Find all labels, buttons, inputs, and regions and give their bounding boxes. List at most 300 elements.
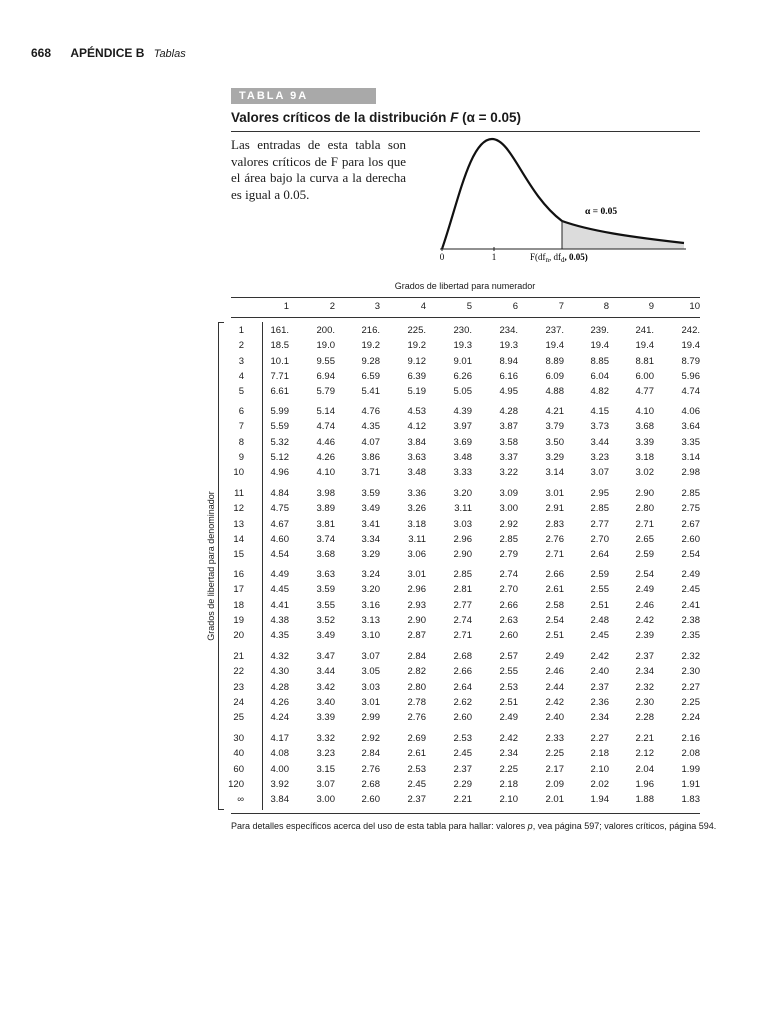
table-cell: 4.39: [453, 406, 472, 417]
table-tag: TABLA 9A: [231, 88, 376, 104]
table-cell: 242.: [681, 325, 700, 336]
table-cell: 4.07: [361, 436, 380, 448]
table-cell: 3.03: [453, 518, 472, 530]
row-df-label: 120: [228, 778, 244, 790]
column-header: 5: [466, 301, 472, 312]
row-df-label: 13: [233, 518, 244, 530]
row-df-label: 6: [238, 406, 244, 417]
table-cell: 2.63: [499, 614, 518, 626]
table-cell: 5.99: [270, 406, 289, 417]
table-cell: 2.46: [545, 666, 564, 678]
table-title: [231, 110, 521, 125]
table-cell: 2.78: [407, 696, 426, 708]
table-cell: 3.92: [270, 778, 289, 790]
table-cell: 2.02: [590, 778, 609, 790]
table-cell: 2.67: [681, 518, 700, 530]
table-cell: 3.41: [361, 518, 380, 530]
table-cell: 2.74: [453, 614, 472, 626]
table-cell: 3.63: [407, 451, 426, 463]
table-cell: 3.24: [361, 569, 380, 580]
table-cell: 5.41: [361, 386, 380, 398]
table-cell: 5.05: [453, 386, 472, 398]
table-cell: 3.63: [316, 569, 335, 580]
table-cell: 2.42: [590, 651, 609, 662]
row-df-label: 18: [233, 599, 244, 611]
table-cell: 3.14: [545, 467, 564, 479]
table-cell: 2.10: [590, 763, 609, 775]
table-cell: 5.32: [270, 436, 289, 448]
table-cell: 4.95: [499, 386, 518, 398]
table-cell: 19.4: [681, 340, 700, 352]
table-cell: 2.61: [407, 748, 426, 760]
critical-sub-n: n: [545, 256, 549, 264]
column-header: 8: [603, 301, 609, 312]
table-cell: 9.55: [316, 355, 335, 367]
table-cell: 2.18: [499, 778, 518, 790]
table-cell: 2.96: [407, 584, 426, 596]
table-cell: 3.40: [316, 696, 335, 708]
table-cell: 3.15: [316, 763, 335, 775]
row-df-label: 15: [233, 549, 244, 561]
critical-sub-d: d: [561, 256, 565, 264]
table-cell: 2.42: [499, 733, 518, 744]
table-cell: 2.85: [499, 533, 518, 545]
table-cell: 10.1: [270, 355, 289, 367]
table-cell: 9.01: [453, 355, 472, 367]
table-cell: 2.34: [635, 666, 654, 678]
table-cell: 6.94: [316, 370, 335, 382]
table-cell: 2.49: [635, 584, 654, 596]
table-cell: 2.37: [635, 651, 654, 662]
row-df-label: 4: [238, 370, 244, 382]
table-cell: 3.18: [635, 451, 654, 463]
table-cell: 2.84: [361, 748, 380, 760]
row-df-label: 12: [233, 503, 244, 515]
table-cell: 3.07: [316, 778, 335, 790]
table-cell: 6.16: [499, 370, 518, 382]
table-cell: 4.41: [270, 599, 289, 611]
table-cell: 5.19: [407, 386, 426, 398]
table-cell: 8.89: [545, 355, 564, 367]
table-cell: 2.53: [499, 681, 518, 693]
table-cell: 3.34: [361, 533, 380, 545]
critical-label-pre: F(df: [530, 252, 546, 262]
table-cell: 3.81: [316, 518, 335, 530]
table-cell: 8.81: [635, 355, 654, 367]
table-cell: 4.84: [270, 488, 289, 499]
table-cell: 234.: [499, 325, 518, 336]
table-cell: 2.59: [590, 569, 609, 580]
table-cell: 200.: [316, 325, 335, 336]
table-cell: 3.11: [454, 503, 472, 515]
table-cell: 2.68: [453, 651, 472, 662]
table-cell: 4.96: [270, 467, 289, 479]
table-cell: 2.60: [361, 794, 380, 806]
table-cell: 2.53: [407, 763, 426, 775]
table-cell: 2.30: [681, 666, 700, 678]
table-cell: 2.92: [499, 518, 518, 530]
table-cell: 3.00: [499, 503, 518, 515]
table-cell: 2.27: [590, 733, 609, 744]
table-cell: 5.12: [270, 451, 289, 463]
table-cell: 2.71: [635, 518, 654, 530]
table-cell: 1.88: [635, 794, 654, 806]
table-cell: 2.37: [407, 794, 426, 806]
table-cell: 3.29: [361, 549, 380, 561]
table-cell: 2.37: [453, 763, 472, 775]
table-cell: 2.54: [545, 614, 564, 626]
row-df-label: 10: [233, 467, 244, 479]
table-cell: 3.50: [545, 436, 564, 448]
tick-0: 0: [439, 252, 445, 262]
table-cell: 2.62: [453, 696, 472, 708]
table-cell: 4.32: [270, 651, 289, 662]
table-cell: 3.98: [316, 488, 335, 499]
table-cell: 4.35: [270, 630, 289, 642]
table-cell: 4.24: [270, 712, 289, 724]
table-cell: 2.99: [361, 712, 380, 724]
table-cell: 2.91: [545, 503, 564, 515]
table-cell: 2.33: [545, 733, 564, 744]
table-cell: 3.33: [453, 467, 472, 479]
critical-value-label: [530, 252, 588, 264]
table-cell: 2.65: [635, 533, 654, 545]
row-df-label: 2: [238, 340, 244, 352]
row-df-label: 25: [233, 712, 244, 724]
row-df-label: 20: [233, 630, 244, 642]
table-cell: 2.84: [407, 651, 426, 662]
table-cell: 2.40: [590, 666, 609, 678]
table-cell: 2.38: [681, 614, 700, 626]
table-cell: 19.2: [407, 340, 426, 352]
title-prefix: Valores críticos de la distribución: [231, 110, 451, 125]
table-cell: 3.36: [407, 488, 426, 499]
column-header: 3: [374, 301, 380, 312]
title-suffix: (α = 0.05): [458, 110, 522, 125]
table-cell: 2.85: [590, 503, 609, 515]
row-df-label: 8: [238, 436, 244, 448]
table-cell: 6.09: [545, 370, 564, 382]
table-cell: 2.95: [590, 488, 609, 499]
table-cell: 2.27: [681, 681, 700, 693]
column-header: 4: [420, 301, 426, 312]
table-cell: 7.71: [270, 370, 289, 382]
table-cell: 3.05: [361, 666, 380, 678]
table-cell: 3.32: [316, 733, 335, 744]
table-cell: 2.25: [681, 696, 700, 708]
critical-mid: , df: [549, 252, 561, 262]
table-cell: 2.17: [545, 763, 564, 775]
table-cell: 239.: [590, 325, 609, 336]
table-cell: 2.96: [453, 533, 472, 545]
column-header: 2: [329, 301, 335, 312]
table-cell: 3.84: [407, 436, 426, 448]
table-cell: 2.29: [453, 778, 472, 790]
table-cell: 5.14: [316, 406, 335, 417]
table-cell: 3.35: [681, 436, 700, 448]
table-cell: 3.89: [316, 503, 335, 515]
table-cell: 2.39: [635, 630, 654, 642]
table-cell: 2.35: [681, 630, 700, 642]
table-cell: 3.23: [590, 451, 609, 463]
table-cell: 1.94: [590, 794, 609, 806]
table-cell: 2.08: [681, 748, 700, 760]
table-cell: 2.66: [453, 666, 472, 678]
page-number: 668: [31, 46, 52, 60]
table-cell: 2.40: [545, 712, 564, 724]
table-cell: 2.60: [681, 533, 700, 545]
table-cell: 3.37: [499, 451, 518, 463]
row-df-label: 11: [234, 488, 244, 499]
table-cell: 2.60: [453, 712, 472, 724]
table-cell: 2.87: [407, 630, 426, 642]
table-cell: 2.30: [635, 696, 654, 708]
table-cell: 2.68: [361, 778, 380, 790]
table-cell: 237.: [545, 325, 564, 336]
table-cell: 6.39: [407, 370, 426, 382]
table-cell: 2.85: [681, 488, 700, 499]
header-bottom-rule: [231, 317, 700, 318]
table-cell: 3.06: [407, 549, 426, 561]
table-cell: 225.: [407, 325, 426, 336]
table-cell: 3.18: [407, 518, 426, 530]
table-cell: 2.36: [590, 696, 609, 708]
table-cell: 4.54: [270, 549, 289, 561]
table-cell: 2.71: [545, 549, 564, 561]
table-cell: 4.49: [270, 569, 289, 580]
title-rule: [231, 131, 700, 132]
table-cell: 3.13: [361, 614, 380, 626]
table-cell: 2.79: [499, 549, 518, 561]
table-cell: 2.21: [635, 733, 654, 744]
row-df-label: 22: [233, 666, 244, 678]
table-cell: 9.28: [361, 355, 380, 367]
table-cell: 3.44: [316, 666, 335, 678]
table-cell: 4.10: [635, 406, 654, 417]
table-cell: 3.97: [453, 421, 472, 433]
column-header: 7: [558, 301, 564, 312]
table-cell: 3.20: [361, 584, 380, 596]
numerator-label: Grados de libertad para numerador: [394, 281, 536, 291]
table-cell: 2.93: [407, 599, 426, 611]
table-cell: 4.74: [316, 421, 335, 433]
table-bottom-rule: [231, 813, 700, 814]
footnote-post: , vea página 597; valores críticos, página 594.: [532, 821, 717, 831]
table-cell: 3.20: [453, 488, 472, 499]
table-cell: 3.59: [316, 584, 335, 596]
table-cell: 2.61: [545, 584, 564, 596]
table-cell: 4.60: [270, 533, 289, 545]
table-cell: 4.28: [270, 681, 289, 693]
table-cell: 3.10: [361, 630, 380, 642]
table-cell: 5.59: [270, 421, 289, 433]
table-cell: 19.4: [545, 340, 564, 352]
footnote-pre: Para detalles específicos acerca del uso de esta tabla para hallar: valores: [231, 821, 528, 831]
table-cell: 4.82: [590, 386, 609, 398]
table-cell: 2.90: [407, 614, 426, 626]
table-cell: 2.32: [635, 681, 654, 693]
table-cell: 3.01: [361, 696, 380, 708]
table-cell: 3.48: [453, 451, 472, 463]
table-cell: 3.49: [361, 503, 380, 515]
table-cell: 4.30: [270, 666, 289, 678]
row-df-label: 16: [233, 569, 244, 580]
table-cell: 3.07: [590, 467, 609, 479]
table-cell: 2.32: [681, 651, 700, 662]
table-cell: 2.04: [635, 763, 654, 775]
table-cell: 2.49: [545, 651, 564, 662]
footnote-var: p: [527, 821, 533, 831]
table-cell: 4.28: [499, 406, 518, 417]
table-cell: 4.12: [407, 421, 426, 433]
table-cell: 2.90: [453, 549, 472, 561]
table-cell: 2.44: [545, 681, 564, 693]
row-df-label: 17: [233, 584, 244, 596]
table-cell: 4.53: [407, 406, 426, 417]
table-cell: 2.25: [545, 748, 564, 760]
table-cell: 3.69: [453, 436, 472, 448]
table-cell: 4.67: [270, 518, 289, 530]
table-cell: 2.49: [681, 569, 700, 580]
table-cell: 2.70: [499, 584, 518, 596]
table-cell: 2.51: [545, 630, 564, 642]
column-header: 10: [689, 301, 700, 312]
table-cell: 2.70: [590, 533, 609, 545]
table-cell: 161.: [270, 325, 289, 336]
table-cell: 2.64: [453, 681, 472, 693]
table-cell: 19.4: [590, 340, 609, 352]
column-header: 6: [512, 301, 518, 312]
table-cell: 2.54: [681, 549, 700, 561]
table-cell: 3.86: [361, 451, 380, 463]
table-cell: 3.58: [499, 436, 518, 448]
table-cell: 3.79: [545, 421, 564, 433]
table-cell: 5.79: [316, 386, 335, 398]
table-cell: 4.75: [270, 503, 289, 515]
table-cell: 2.55: [499, 666, 518, 678]
table-cell: 2.77: [590, 518, 609, 530]
table-cell: 3.26: [407, 503, 426, 515]
table-cell: 2.80: [635, 503, 654, 515]
table-cell: 3.16: [361, 599, 380, 611]
table-description: Las entradas de esta tabla son valores críticos de F para los que el área bajo la curva a la derecha es igual a 0.05.: [231, 137, 406, 202]
table-cell: 2.12: [635, 748, 654, 760]
row-df-label: 19: [233, 614, 244, 626]
table-cell: 2.42: [635, 614, 654, 626]
appendix-title: APÉNDICE B: [70, 46, 145, 60]
table-cell: 6.61: [270, 386, 289, 398]
table-cell: 1.83: [681, 794, 700, 806]
table-cell: 4.88: [545, 386, 564, 398]
table-cell: 3.39: [635, 436, 654, 448]
row-df-label: 30: [233, 733, 244, 744]
table-cell: 6.04: [590, 370, 609, 382]
running-header: [31, 46, 186, 60]
table-cell: 4.00: [270, 763, 289, 775]
table-cell: 2.42: [545, 696, 564, 708]
table-cell: 3.59: [361, 488, 380, 499]
row-df-label: 23: [233, 681, 244, 693]
table-cell: 2.09: [545, 778, 564, 790]
table-cell: 4.77: [635, 386, 654, 398]
table-cell: 19.2: [361, 340, 380, 352]
row-df-label: 21: [233, 651, 244, 662]
table-cell: 3.42: [316, 681, 335, 693]
table-cell: 3.01: [545, 488, 564, 499]
table-cell: 3.07: [361, 651, 380, 662]
table-cell: 1.91: [681, 778, 700, 790]
table-cell: 3.11: [408, 533, 426, 545]
table-cell: 2.45: [453, 748, 472, 760]
table-cell: 4.46: [316, 436, 335, 448]
table-cell: 4.74: [681, 386, 700, 398]
table-cell: 19.3: [453, 340, 472, 352]
denominator-label: Grados de libertad para denominador: [206, 491, 216, 641]
column-header: 1: [283, 301, 289, 312]
footnote: [231, 821, 716, 831]
table-cell: 2.41: [681, 599, 700, 611]
table-cell: 3.74: [316, 533, 335, 545]
table-cell: 2.76: [361, 763, 380, 775]
table-cell: 2.53: [453, 733, 472, 744]
table-cell: 3.68: [635, 421, 654, 433]
table-cell: 2.77: [453, 599, 472, 611]
table-cell: 3.23: [316, 748, 335, 760]
table-cell: 4.45: [270, 584, 289, 596]
table-cell: 5.96: [681, 370, 700, 382]
table-cell: 2.90: [635, 488, 654, 499]
table-cell: 6.59: [361, 370, 380, 382]
table-cell: 4.06: [681, 406, 700, 417]
table-cell: 6.26: [453, 370, 472, 382]
table-cell: 2.58: [545, 599, 564, 611]
table-cell: 3.00: [316, 794, 335, 806]
table-cell: 2.45: [681, 584, 700, 596]
table-cell: 3.14: [681, 451, 700, 463]
table-cell: 2.16: [681, 733, 700, 744]
table-cell: 4.21: [545, 406, 564, 417]
table-cell: 2.18: [590, 748, 609, 760]
table-cell: 3.02: [635, 467, 654, 479]
table-cell: 19.3: [499, 340, 518, 352]
table-cell: 3.68: [316, 549, 335, 561]
table-cell: 6.00: [635, 370, 654, 382]
table-cell: 3.71: [361, 467, 380, 479]
table-cell: 3.47: [316, 651, 335, 662]
table-cell: 2.64: [590, 549, 609, 561]
table-cell: 3.44: [590, 436, 609, 448]
table-cell: 18.5: [270, 340, 289, 352]
table-cell: 2.74: [499, 569, 518, 580]
table-cell: 2.81: [453, 584, 472, 596]
table-cell: 3.48: [407, 467, 426, 479]
table-cell: 2.45: [407, 778, 426, 790]
table-cell: 4.76: [361, 406, 380, 417]
row-df-label: ∞: [237, 794, 244, 806]
table-cell: 4.38: [270, 614, 289, 626]
section-title: Tablas: [153, 48, 186, 60]
header-top-rule: [231, 297, 700, 298]
table-cell: 2.66: [499, 599, 518, 611]
table-cell: 3.55: [316, 599, 335, 611]
table-cell: 4.35: [361, 421, 380, 433]
table-cell: 2.92: [361, 733, 380, 744]
table-cell: 230.: [453, 325, 472, 336]
table-cell: 3.64: [681, 421, 700, 433]
table-cell: 4.26: [270, 696, 289, 708]
table-cell: 2.34: [590, 712, 609, 724]
table-cell: 9.12: [407, 355, 426, 367]
